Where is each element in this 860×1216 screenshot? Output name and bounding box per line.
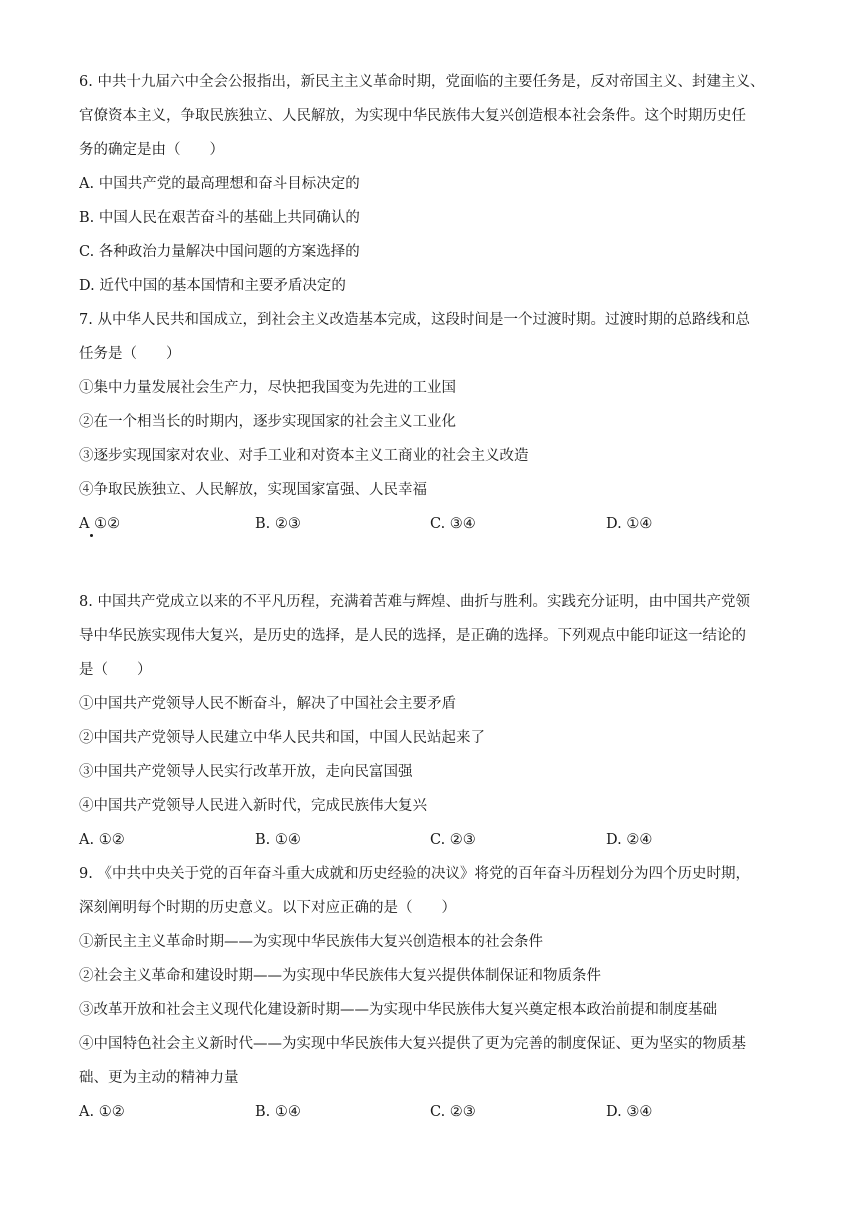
q9-statement-1: ①新民主主义革命时期——为实现中华民族伟大复兴创造根本的社会条件 xyxy=(79,934,543,950)
q9-option-a: A. ①② xyxy=(79,1104,125,1120)
q6-stem-line-3: 务的确定是由（ ） xyxy=(79,142,224,158)
q8-option-c: C. ②③ xyxy=(430,832,476,848)
q9-stem-line-1: 9. 《中共中央关于党的百年奋斗重大成就和历史经验的决议》将党的百年奋斗历程划分为四个历史时期， xyxy=(79,866,750,882)
q7-statement-2: ②在一个相当长的时期内，逐步实现国家的社会主义工业化 xyxy=(79,414,456,430)
q6-choice-b: B. 中国人民在艰苦奋斗的基础上共同确认的 xyxy=(79,210,360,226)
q9-statement-3: ③改革开放和社会主义现代化建设新时期——为实现中华民族伟大复兴奠定根本政治前提和制度基础 xyxy=(79,1002,717,1018)
q8-statement-1: ①中国共产党领导人民不断奋斗，解决了中国社会主要矛盾 xyxy=(79,696,456,712)
q7-statement-4: ④争取民族独立、人民解放，实现国家富强、人民幸福 xyxy=(79,482,427,498)
q7-statement-1: ①集中力量发展社会生产力，尽快把我国变为先进的工业国 xyxy=(79,380,456,396)
q7-stem-line-1: 7. 从中华人民共和国成立，到社会主义改造基本完成，这段时间是一个过渡时期。过渡时期的总路线和总 xyxy=(79,312,750,328)
q8-statement-2: ②中国共产党领导人民建立中华人民共和国，中国人民站起来了 xyxy=(79,730,485,746)
q9-option-c: C. ②③ xyxy=(430,1104,476,1120)
q8-statement-4: ④中国共产党领导人民进入新时代，完成民族伟大复兴 xyxy=(79,798,427,814)
q9-statement-4-line-2: 础、更为主动的精神力量 xyxy=(79,1070,239,1086)
q8-statement-3: ③中国共产党领导人民实行改革开放，走向民富国强 xyxy=(79,764,413,780)
q8-stem-line-3: 是（ ） xyxy=(79,662,152,678)
q9-statement-4-line-1: ④中国特色社会主义新时代——为实现中华民族伟大复兴提供了更为完善的制度保证、更为坚实的物质基 xyxy=(79,1036,746,1052)
q7-statement-3: ③逐步实现国家对农业、对手工业和对资本主义工商业的社会主义改造 xyxy=(79,448,529,464)
q8-option-b: B. ①④ xyxy=(255,832,301,848)
q8-stem-line-1: 8. 中国共产党成立以来的不平凡历程，充满着苦难与辉煌、曲折与胜利。实践充分证明，由中国共产党领 xyxy=(79,594,750,610)
q7-option-d: D. ①④ xyxy=(606,516,653,532)
q6-choice-c: C. 各种政治力量解决中国问题的方案选择的 xyxy=(79,244,360,260)
q9-statement-2: ②社会主义革命和建设时期——为实现中华民族伟大复兴提供体制保证和物质条件 xyxy=(79,968,601,984)
q7-option-b: B. ②③ xyxy=(255,516,301,532)
q9-stem-line-2: 深刻阐明每个时期的历史意义。以下对应正确的是（ ） xyxy=(79,900,456,916)
q8-option-d: D. ②④ xyxy=(606,832,653,848)
q9-option-b: B. ①④ xyxy=(255,1104,301,1120)
q9-option-d: D. ③④ xyxy=(606,1104,653,1120)
q6-stem-line-2: 官僚资本主义，争取民族独立、人民解放，为实现中华民族伟大复兴创造根本社会条件。这个时期历史任 xyxy=(79,108,746,124)
q8-option-a: A. ①② xyxy=(79,832,125,848)
q7-option-c: C. ③④ xyxy=(430,516,476,532)
q6-stem-line-1: 6. 中共十九届六中全会公报指出，新民主主义革命时期，党面临的主要任务是，反对帝国主义、封建主义、 xyxy=(79,74,765,90)
q6-choice-d: D. 近代中国的基本国情和主要矛盾决定的 xyxy=(79,278,346,294)
q7-option-a: A ①② xyxy=(79,516,121,532)
q6-choice-a: A. 中国共产党的最高理想和奋斗目标决定的 xyxy=(79,176,360,192)
q7-stem-line-2: 任务是（ ） xyxy=(79,346,181,362)
stray-dot-mark xyxy=(90,534,93,537)
q8-stem-line-2: 导中华民族实现伟大复兴，是历史的选择，是人民的选择，是正确的选择。下列观点中能印证这一结论的 xyxy=(79,628,746,644)
